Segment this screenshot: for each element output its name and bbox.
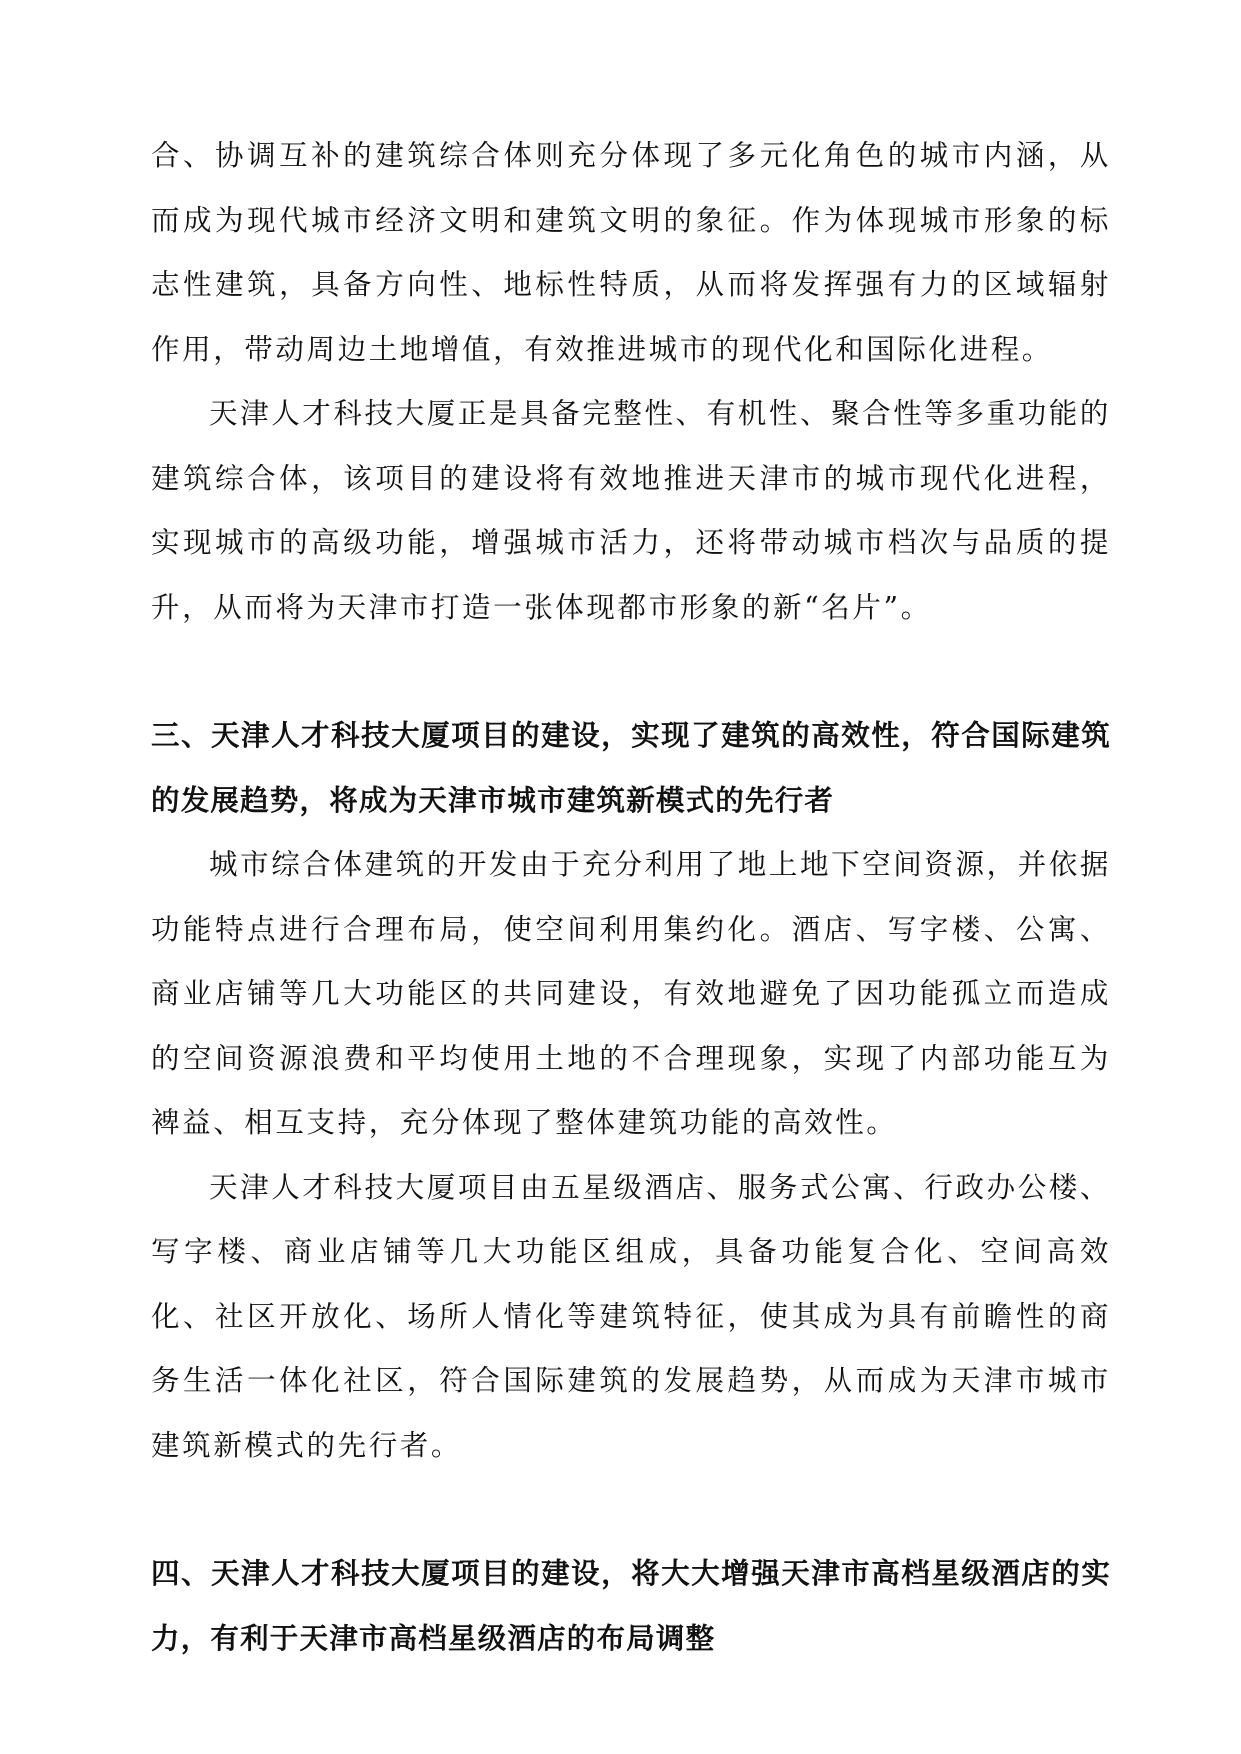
- paragraph-tianjin-tower-complex: 天津人才科技大厦正是具备完整性、有机性、聚合性等多重功能的建筑综合体，该项目的建设将有效地推进天津市的城市现代化进程，实现城市的高级功能，增强城市活力，还将带动城市档次与品质的提升，从而将为天津市打造一张体现都市形象的新“名片”。: [151, 397, 1111, 624]
- paragraph-urban-complex-efficiency: 城市综合体建筑的开发由于充分利用了地上地下空间资源，并依据功能特点进行合理布局，使空间利用集约化。酒店、写字楼、公寓、商业店铺等几大功能区的共同建设，有效地避免了因功能孤立而造成的空间资源浪费和平均使用土地的不合理现象，实现了内部功能互为裨益、相互支持，充分体现了整体建筑功能的高效性。: [151, 848, 1111, 1139]
- document-page: [151, 124, 1111, 1671]
- section-spacer: [151, 640, 1111, 704]
- paragraph-continuation: 合、协调互补的建筑综合体则充分体现了多元化角色的城市内涵，从而成为现代城市经济文明和建筑文明的象征。作为体现城市形象的标志性建筑，具备方向性、地标性特质，从而将发挥强有力的区域辐射作用，带动周边土地增值，有效推进城市的现代化和国际化进程。: [151, 139, 1111, 366]
- paragraph-tower-functions: 天津人才科技大厦项目由五星级酒店、服务式公寓、行政办公楼、写字楼、商业店铺等几大功能区组成，具备功能复合化、空间高效化、社区开放化、场所人情化等建筑特征，使其成为具有前瞻性的商务生活一体化社区，符合国际建筑的发展趋势，从而成为天津市城市建筑新模式的先行者。: [151, 1170, 1111, 1462]
- section-spacer: [151, 1478, 1111, 1542]
- section-heading-3: 三、天津人才科技大厦项目的建设，实现了建筑的高效性，符合国际建筑的发展趋势，将成为天津市城市建筑新模式的先行者: [151, 719, 1111, 817]
- section-heading-4: 四、天津人才科技大厦项目的建设，将大大增强天津市高档星级酒店的实力，有利于天津市高档星级酒店的布局调整: [151, 1557, 1111, 1655]
